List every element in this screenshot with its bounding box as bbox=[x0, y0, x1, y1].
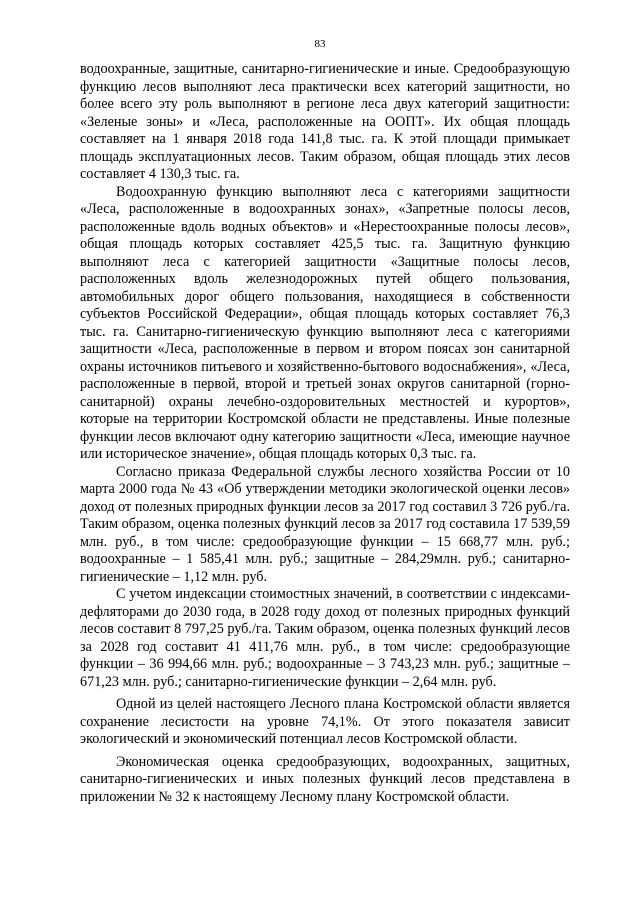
paragraph-appendix-reference: Экономическая оценка средообразующих, водоохранных, защитных, санитарно-гигиенических и иных полезных функций лесов представлена в приложении № 32 к настоящему Лесному плану Костромской области. bbox=[80, 753, 570, 805]
paragraph-valuation-2028: С учетом индексации стоимостных значений, в соответствии с индексами-дефляторами до 2030 года, в 2028 году доход от полезных природных функций лесов составит 8 797,25 руб./га. Таким образом, оценка полезных функций лесов за 2028 год составит 41 411,76 млн. руб., в том числе: средообразующие функции – 36 994,66 млн. руб.; водоохранные – 3 743,23 млн. руб.; защитные – 671,23 млн. руб.; санитарно-гигиенические функции – 2,64 млн. руб. bbox=[80, 586, 570, 690]
page-number: 83 bbox=[314, 38, 326, 50]
paragraph-water-protection: Водоохранную функцию выполняют леса с категориями защитности «Леса, расположенные в водоохранных зонах», «Запретные полосы лесов, расположенные вдоль водных объектов» и «Нерестоохранные полосы лесов», общая площадь которых составляет 425,5 тыс. га. Защитную функцию выполняют леса с категорией защитности «Защитные полосы лесов, расположенных вдоль железнодорожных путей общего пользования, автомобильных дорог общего пользования, находящиеся в собственности субъектов Российской Федерации», общая площадь которых составляет 76,3 тыс. га. Санитарно-гигиеническую функцию выполняют леса с категориями защитности «Леса, расположенные в первом и втором поясах зон санитарной охраны источников питьевого и хозяйственно-бытового водоснабжения», «Леса, расположенные в первой, второй и третьей зонах округов санитарной (горно-санитарной) охраны лечебно-оздоровительных местностей и курортов», которые на территории Костромской области не представлены. Иные полезные функции лесов включают одну категорию защитности «Леса, имеющие научное или историческое значение», общая площадь которых 0,3 тыс. га. bbox=[80, 183, 570, 462]
paragraph-valuation-2017: Согласно приказа Федеральной службы лесного хозяйства России от 10 марта 2000 года № 43 «Об утверждении методики экологической оценки лесов» доход от полезных природных функции лесов за 2017 год составил 3 726 руб./га. Таким образом, оценка полезных функций лесов за 2017 год составила 17 539,59 млн. руб., в том числе: средообразующие функции – 15 668,77 млн. руб.; водоохранные – 1 585,41 млн. руб.; защитные – 284,29млн. руб.; санитарно-гигиенические – 1,12 млн. руб. bbox=[80, 463, 570, 585]
paragraph-continuation: водоохранные, защитные, санитарно-гигиенические и иные. Средообразующую функцию лесов выполняют леса практически всех категорий защитности, но более всего эту роль выполняют в регионе леса двух категорий защитности: «Зеленые зоны» и «Леса, расположенные на ООПТ». Их общая площадь составляет на 1 января 2018 года 141,8 тыс. га. К этой площади примыкает площадь эксплуатационных лесов. Таким образом, общая площадь этих лесов составляет 4 130,3 тыс. га. bbox=[80, 61, 570, 182]
paragraph-forest-cover-goal: Одной из целей настоящего Лесного плана Костромской области является сохранение лесистости на уровне 74,1%. От этого показателя зависит экологический и экономический потенциал лесов Костромской области. bbox=[80, 696, 570, 747]
body-text bbox=[80, 61, 570, 806]
